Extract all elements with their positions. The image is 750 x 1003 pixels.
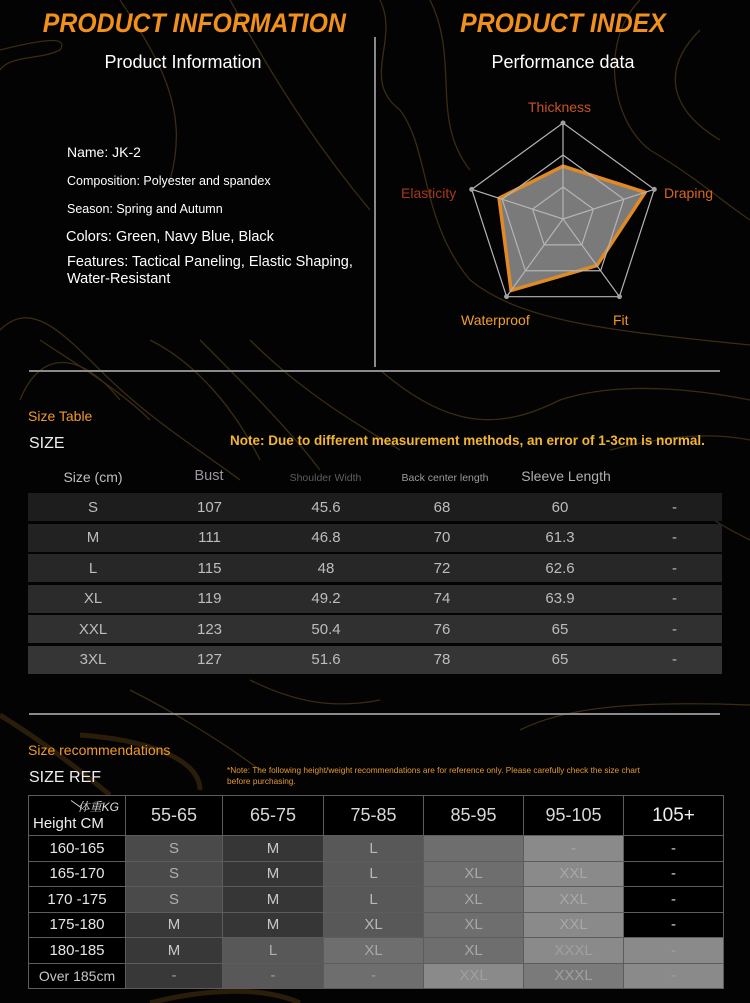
recommended-size-cell: L <box>324 861 424 887</box>
recommended-size-cell: XXXL <box>524 963 624 989</box>
size-table-cell: 127 <box>196 651 223 669</box>
height-range-cell: Over 185cm <box>29 963 126 989</box>
radar-label-fit: Fit <box>613 312 629 328</box>
size-table-row <box>28 585 722 613</box>
recommended-size-cell: - <box>624 963 724 989</box>
size-ref-row <box>29 938 724 964</box>
size-table-cell: 49.2 <box>311 590 341 608</box>
size-table-cell: 50.4 <box>311 620 341 638</box>
size-ref-row <box>29 912 724 938</box>
recommended-size-cell: XXL <box>524 912 624 938</box>
recommended-size-cell: XXL <box>424 963 524 989</box>
recommended-size-cell: L <box>223 938 324 964</box>
column-header-size: Size (cm) <box>63 469 123 485</box>
section-divider-2 <box>29 713 720 715</box>
height-axis-label: Height CM <box>33 815 104 832</box>
size-table-cell: - <box>672 651 677 669</box>
performance-data-subtitle: Performance data <box>491 52 635 72</box>
recommended-size-cell: - <box>223 963 324 989</box>
recommended-size-cell: - <box>524 836 624 862</box>
size-ref-row <box>29 836 724 862</box>
size-table-cell: 60 <box>551 498 569 516</box>
radar-vertex-dot <box>469 187 474 192</box>
recommended-size-cell: XXL <box>524 861 624 887</box>
size-table-row <box>28 615 722 643</box>
recommended-size-cell: XL <box>424 912 524 938</box>
radar-vertex-dot <box>617 294 622 299</box>
product-index-hero-title: PRODUCT INDEX <box>460 8 666 38</box>
size-ref-note <box>227 765 640 787</box>
weight-column-header: 55-65 <box>126 796 223 836</box>
size-table-cell: 78 <box>433 651 451 669</box>
size-table-cell: 46.8 <box>311 529 341 547</box>
performance-radar-chart <box>390 90 730 340</box>
size-table-cell: 76 <box>433 620 451 638</box>
size-table-cell: 62.6 <box>545 559 575 577</box>
product-information-hero-title: PRODUCT INFORMATION <box>42 8 346 38</box>
size-table-cell: L <box>88 559 98 577</box>
size-label: SIZE <box>29 435 65 452</box>
recommended-size-cell: XL <box>424 938 524 964</box>
product-season: Season: Spring and Autumn <box>67 202 223 216</box>
size-table-row <box>28 493 722 521</box>
product-composition: Composition: Polyester and spandex <box>67 174 271 188</box>
size-table-section-title: Size Table <box>28 408 93 424</box>
size-table-cell: 119 <box>197 590 222 608</box>
size-table-cell: XXL <box>78 620 108 638</box>
size-recommendation-table <box>28 795 724 989</box>
product-name: Name: JK-2 <box>67 144 141 160</box>
recommended-size-cell: M <box>223 836 324 862</box>
size-ref-row <box>29 963 724 989</box>
size-table-cell: 63.9 <box>545 590 575 608</box>
height-range-cell: 160-165 <box>29 836 126 862</box>
size-ref-label: SIZE REF <box>29 769 102 786</box>
recommended-size-cell: XL <box>424 861 524 887</box>
recommended-size-cell: XXL <box>524 887 624 913</box>
weight-column-header: 65-75 <box>223 796 324 836</box>
size-table-cell: - <box>672 529 677 547</box>
panel-divider-vertical <box>374 37 376 367</box>
radar-label-waterproof: Waterproof <box>461 312 530 328</box>
product-features <box>67 254 353 288</box>
size-table-row <box>28 524 722 552</box>
size-table-cell: - <box>672 498 677 516</box>
recommended-size-cell: S <box>126 887 223 913</box>
recommended-size-cell: M <box>223 861 324 887</box>
radar-label-thickness: Thickness <box>528 99 592 115</box>
size-table-cell: 61.3 <box>545 529 575 547</box>
weight-axis-label: 体重KG <box>77 800 119 814</box>
recommended-size-cell: M <box>223 887 324 913</box>
size-ref-row <box>29 861 724 887</box>
recommended-size-cell: S <box>126 836 223 862</box>
size-table-cell: - <box>672 620 677 638</box>
size-table-cell: - <box>672 590 677 608</box>
recommended-size-cell: - <box>624 912 724 938</box>
recommended-size-cell: - <box>624 938 724 964</box>
radar-label-draping: Draping <box>664 185 714 201</box>
size-table-cell: 65 <box>551 651 569 669</box>
measurement-note: Note: Due to different measurement methods, an error of 1-3cm is normal. <box>230 433 705 448</box>
recommended-size-cell: XL <box>324 938 424 964</box>
recommended-size-cell: XL <box>324 912 424 938</box>
size-table-cell: 107 <box>196 498 223 516</box>
size-table-cell: 70 <box>433 529 451 547</box>
weight-column-header: 85-95 <box>424 796 524 836</box>
recommended-size-cell <box>424 836 524 862</box>
radar-vertex-dot <box>561 121 566 126</box>
recommended-size-cell: XL <box>424 887 524 913</box>
recommended-size-cell: L <box>324 887 424 913</box>
weight-column-header: 75-85 <box>324 796 424 836</box>
weight-column-header: 95-105 <box>524 796 624 836</box>
size-table-cell: 3XL <box>79 651 107 669</box>
height-weight-corner-cell <box>29 796 126 836</box>
height-range-cell: 180-185 <box>29 938 126 964</box>
size-table-cell: 72 <box>433 559 451 577</box>
weight-header-row <box>29 796 724 836</box>
height-range-cell: 175-180 <box>29 912 126 938</box>
size-table-row <box>28 646 722 674</box>
size-table-cell: 115 <box>197 559 222 577</box>
size-table <box>28 493 722 677</box>
radar-vertex-dot <box>504 294 509 299</box>
recommended-size-cell: S <box>126 861 223 887</box>
radar-label-elasticity: Elasticity <box>401 185 457 201</box>
recommended-size-cell: M <box>126 938 223 964</box>
recommended-size-cell: M <box>223 912 324 938</box>
size-table-cell: 45.6 <box>311 498 341 516</box>
column-header-bust: Bust <box>194 468 224 484</box>
recommended-size-cell: - <box>324 963 424 989</box>
size-ref-note-line1: *Note: The following height/weight recommendations are for reference only. Please carefully check the size chart <box>227 765 640 775</box>
recommended-size-cell: M <box>126 912 223 938</box>
size-ref-row <box>29 887 724 913</box>
recommended-size-cell: - <box>624 836 724 862</box>
weight-column-header: 105+ <box>624 796 724 836</box>
column-header-back-center-length: Back center length <box>401 472 489 484</box>
size-table-cell: S <box>87 498 98 516</box>
size-table-cell: 51.6 <box>311 651 341 669</box>
size-table-cell: XL <box>83 590 103 608</box>
size-table-cell: 68 <box>433 498 451 516</box>
size-table-cell: M <box>86 529 100 547</box>
size-table-cell: - <box>672 559 677 577</box>
size-table-cell: 123 <box>196 620 223 638</box>
product-features-line1: Features: Tactical Paneling, Elastic Shaping, <box>67 254 353 270</box>
size-table-cell: 48 <box>317 559 335 577</box>
column-header-shoulder-width: Shoulder Width <box>289 472 362 484</box>
size-table-cell: 65 <box>551 620 569 638</box>
column-header-sleeve-length: Sleeve Length <box>521 468 611 484</box>
recommended-size-cell: - <box>624 861 724 887</box>
size-recommendations-section-title: Size recommendations <box>28 742 171 758</box>
recommended-size-cell: - <box>126 963 223 989</box>
size-table-row <box>28 554 722 582</box>
size-ref-note-line2: before purchasing. <box>227 776 296 786</box>
section-divider-1 <box>29 370 720 372</box>
size-table-cell: 111 <box>198 529 221 547</box>
recommended-size-cell: L <box>324 836 424 862</box>
height-range-cell: 170 -175 <box>29 887 126 913</box>
recommended-size-cell: XXXL <box>524 938 624 964</box>
size-table-cell: 74 <box>433 590 451 608</box>
height-range-cell: 165-170 <box>29 861 126 887</box>
recommended-size-cell: - <box>624 887 724 913</box>
product-features-line2: Water-Resistant <box>67 271 171 287</box>
radar-vertex-dot <box>652 187 657 192</box>
product-colors: Colors: Green, Navy Blue, Black <box>66 229 274 245</box>
product-information-subtitle: Product Information <box>104 52 262 72</box>
